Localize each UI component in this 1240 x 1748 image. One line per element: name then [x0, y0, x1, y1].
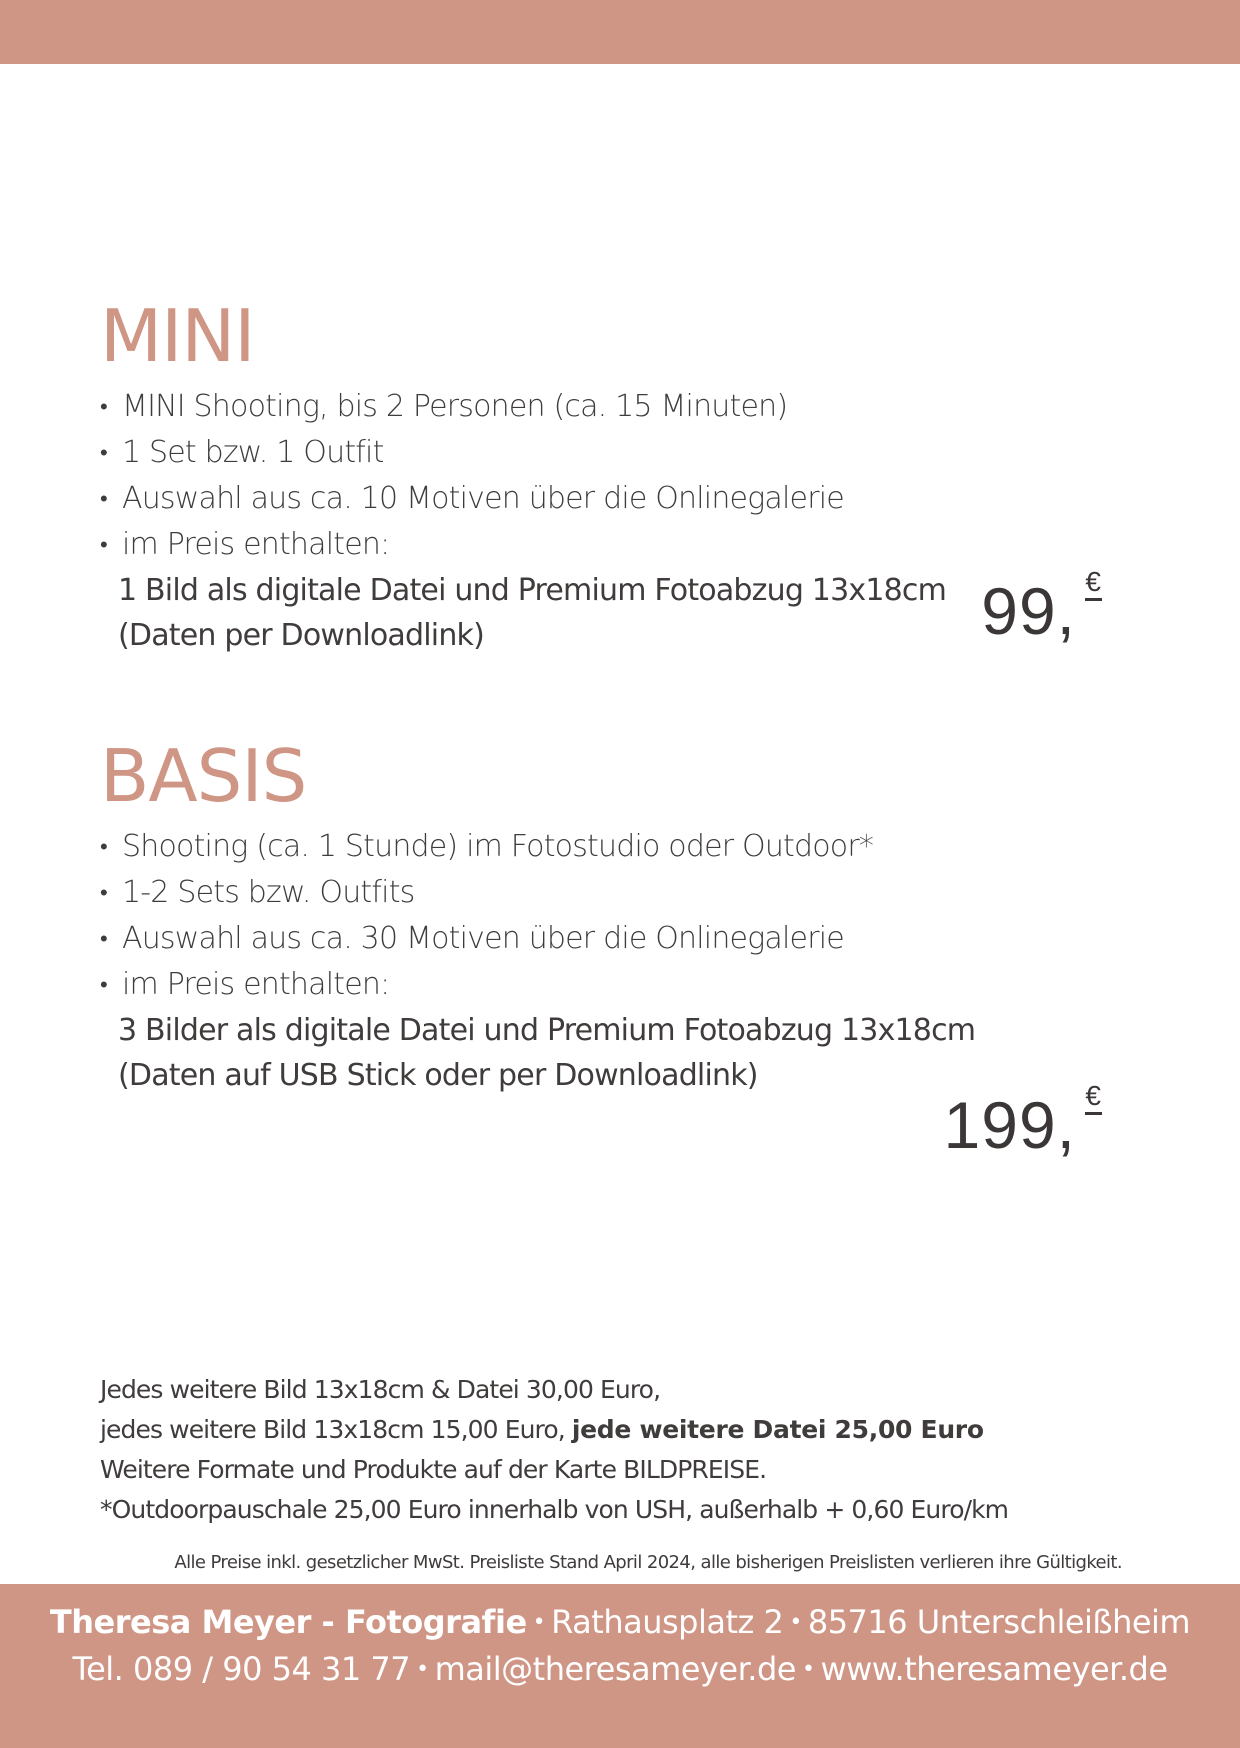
package-price [981, 566, 1102, 648]
package-title: BASIS [100, 734, 307, 818]
city: 85716 Unterschleißheim [807, 1603, 1191, 1641]
phone-number[interactable]: Tel. 089 / 90 54 31 77 [72, 1650, 411, 1688]
feature-item: • 1 Set bzw. 1 Outfit [100, 430, 1140, 476]
bullet-icon: • [100, 441, 107, 466]
separator-icon: • [801, 1657, 815, 1682]
price-disclaimer: Alle Preise inkl. gesetzlicher MwSt. Preisliste Stand April 2024, alle bisherigen Preislisten verlieren ihre Gültigkeit. [174, 1552, 1122, 1573]
note-line: jedes weitere Bild 13x18cm 15,00 Euro, jede weitere Datei 25,00 Euro [100, 1415, 984, 1444]
package-title: MINI [100, 294, 255, 378]
feature-item: • Auswahl aus ca. 30 Motiven über die Onlinegalerie [100, 916, 1140, 962]
feature-item: • im Preis enthalten: [100, 962, 1140, 1008]
contact-footer [0, 1584, 1240, 1748]
package-basis [100, 734, 1140, 1162]
top-accent-bar [0, 0, 1240, 64]
website-link[interactable]: www.theresameyer.de [820, 1650, 1168, 1688]
included-detail: (Daten auf USB Stick oder per Downloadlink) [118, 1058, 758, 1093]
separator-icon: • [416, 1657, 429, 1682]
included-detail: 1 Bild als digitale Datei und Premium Fotoabzug 13x18cm [118, 573, 947, 608]
bullet-icon: • [100, 835, 107, 860]
separator-icon: • [532, 1610, 546, 1635]
additional-prices-notes [100, 1370, 1160, 1530]
business-name: Theresa Meyer - Fotografie [49, 1603, 527, 1641]
bullet-icon: • [100, 487, 107, 512]
separator-icon: • [789, 1610, 802, 1635]
currency-symbol: € [1085, 1082, 1102, 1115]
email-link[interactable]: mail@theresameyer.de [434, 1650, 796, 1688]
feature-item: • im Preis enthalten: [100, 522, 1140, 568]
price-value: 99, [981, 574, 1076, 648]
package-mini [100, 294, 1140, 658]
note-line: Jedes weitere Bild 13x18cm & Datei 30,00 Euro, [100, 1375, 661, 1404]
feature-list [100, 824, 1140, 1008]
street-address: Rathausplatz 2 [551, 1603, 784, 1641]
bullet-icon: • [100, 881, 107, 906]
feature-item: • MINI Shooting, bis 2 Personen (ca. 15 Minuten) [100, 384, 1140, 430]
footer-contact-line [0, 1645, 1240, 1694]
bullet-icon: • [100, 973, 107, 998]
included-detail: 3 Bilder als digitale Datei und Premium Fotoabzug 13x18cm [118, 1013, 976, 1048]
package-price [943, 1080, 1102, 1162]
price-value: 199, [943, 1088, 1076, 1162]
feature-item: • Auswahl aus ca. 10 Motiven über die Onlinegalerie [100, 476, 1140, 522]
bullet-icon: • [100, 395, 107, 420]
note-emphasis: jede weitere Datei 25,00 Euro [571, 1415, 984, 1444]
included-detail: (Daten per Downloadlink) [118, 618, 485, 653]
currency-symbol: € [1085, 568, 1102, 601]
note-line: *Outdoorpauschale 25,00 Euro innerhalb von USH, außerhalb + 0,60 Euro/km [100, 1495, 1009, 1524]
feature-item: • 1-2 Sets bzw. Outfits [100, 870, 1140, 916]
note-line: Weitere Formate und Produkte auf der Karte BILDPREISE. [100, 1455, 767, 1484]
feature-item: • Shooting (ca. 1 Stunde) im Fotostudio oder Outdoor* [100, 824, 1140, 870]
feature-list [100, 384, 1140, 568]
footer-address-line [0, 1600, 1240, 1645]
bullet-icon: • [100, 533, 107, 558]
bullet-icon: • [100, 927, 107, 952]
